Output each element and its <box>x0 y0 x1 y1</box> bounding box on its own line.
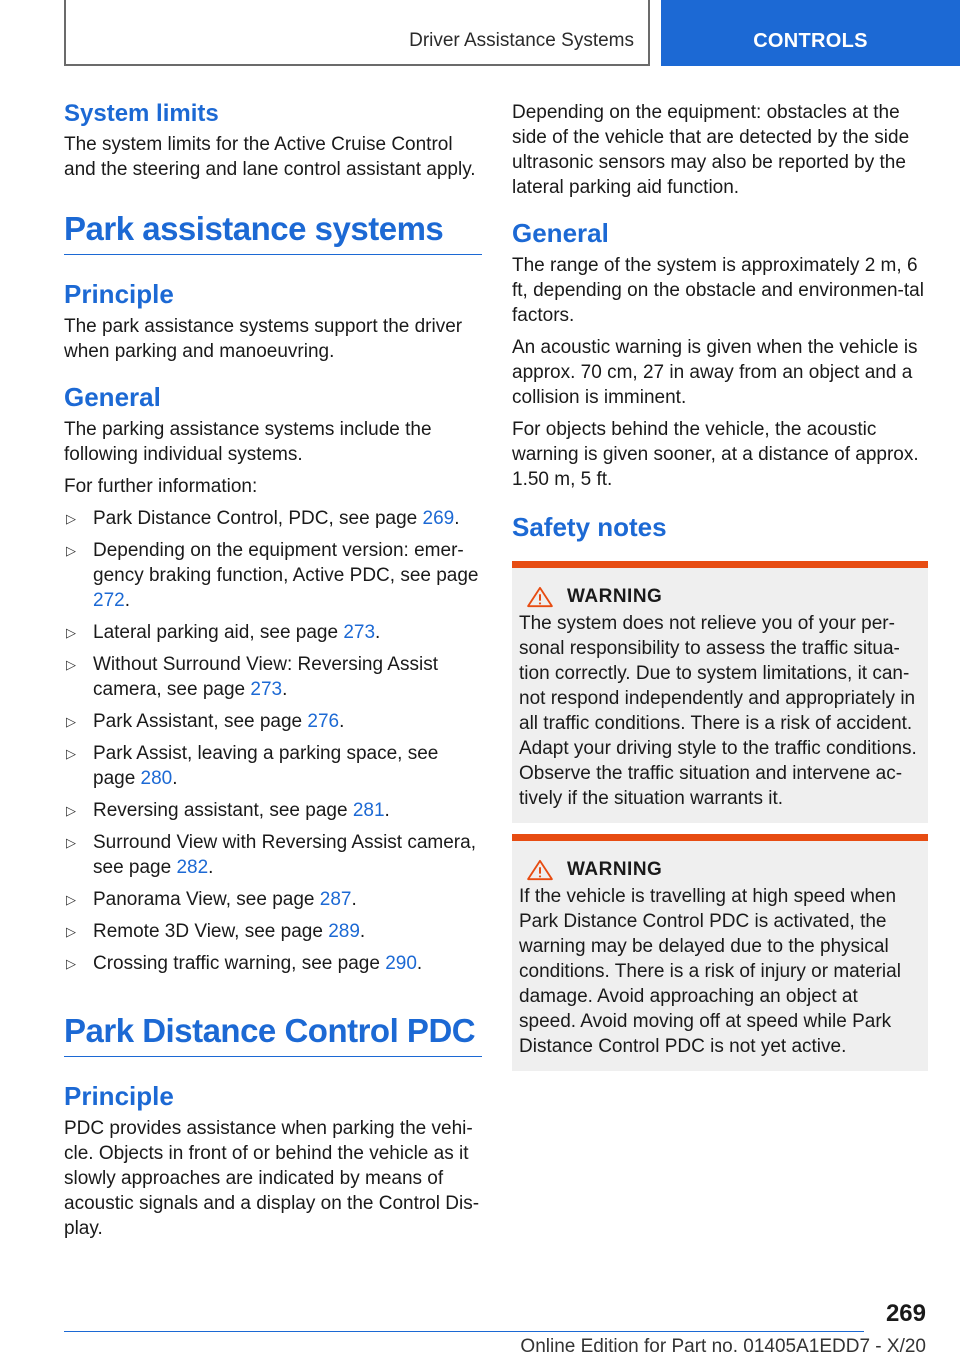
page-link[interactable]: 273 <box>343 622 376 643</box>
acoustic-warning-text: An acoustic warning is given when the vehicle is approx. 70 cm, 27 in away from an object and a collision is imminent. <box>512 337 918 408</box>
warning-text: If the vehicle is travelling at high speed when Park Distance Control PDC is activated, the warning may be delayed due to the physical conditions. There is a risk of injury or material damage. Avoid approaching an object at speed. Avoid moving off at speed while Park Distance Control PDC is not yet active. <box>519 886 901 1057</box>
triangle-bullet-icon: ▷ <box>66 625 76 640</box>
triangle-bullet-icon: ▷ <box>66 714 76 729</box>
page-number: 269 <box>885 1300 926 1327</box>
right-column <box>512 100 928 1071</box>
pas-general-text: The parking assistance systems include the following individual systems. <box>64 419 432 465</box>
page-link[interactable]: 272 <box>93 590 125 611</box>
warning-box <box>512 834 928 1071</box>
page-link[interactable]: 276 <box>307 711 340 732</box>
page-link[interactable]: 273 <box>250 679 283 700</box>
triangle-bullet-icon: ▷ <box>66 892 76 907</box>
triangle-bullet-icon: ▷ <box>66 657 76 672</box>
list-item: ▷ Depending on the equipment version: emer-gency braking function, Active PDC, see page 272. <box>66 540 479 611</box>
footer-divider <box>64 1331 864 1332</box>
pas-principle-heading: Principle <box>64 279 174 309</box>
warning-triangle-icon <box>525 586 555 608</box>
page-link[interactable]: 281 <box>352 800 385 821</box>
header-section-box <box>64 0 650 66</box>
list-item: ▷ Remote 3D View, see page 289. <box>66 921 366 942</box>
list-item: ▷ Park Assistant, see page 276. <box>66 711 345 732</box>
page-link[interactable]: 287 <box>319 889 352 910</box>
triangle-bullet-icon: ▷ <box>66 543 76 558</box>
safety-notes-heading: Safety notes <box>512 512 667 542</box>
header-section-title: Driver Assistance Systems <box>409 30 634 51</box>
triangle-bullet-icon: ▷ <box>66 803 76 818</box>
list-item: ▷ Lateral parking aid, see page 273. <box>66 622 381 643</box>
triangle-bullet-icon: ▷ <box>66 746 76 761</box>
left-column <box>64 100 482 1248</box>
warning-triangle-icon <box>525 859 555 881</box>
pdc-general-heading: General <box>512 218 609 248</box>
list-item: ▷ Park Assist, leaving a parking space, see page 280. <box>66 743 439 789</box>
pas-further-info: For further information: <box>64 476 258 497</box>
triangle-bullet-icon: ▷ <box>66 835 76 850</box>
range-text: The range of the system is approximately 2 m, 6 ft, depending on the obstacle and environmen-tal factors. <box>512 255 924 326</box>
triangle-bullet-icon: ▷ <box>66 924 76 939</box>
list-item: ▷ Surround View with Reversing Assist camera, see page 282. <box>66 832 476 878</box>
warning-box <box>512 561 928 823</box>
warning-label: WARNING <box>567 586 663 607</box>
header-chapter-tab <box>661 0 960 66</box>
pdc-heading: Park Distance Control PDC <box>64 1012 482 1057</box>
page-link[interactable]: 269 <box>422 508 455 529</box>
page-link[interactable]: 290 <box>385 953 417 974</box>
pas-principle-text: The park assistance systems support the driver when parking and manoeuvring. <box>64 316 463 362</box>
edition-info: Online Edition for Part no. 01405A1EDD7 - X/20 <box>520 1336 926 1357</box>
pdc-principle-text: PDC provides assistance when parking the vehi-cle. Objects in front of or behind the vehicle as it slowly approaches are indicated by means of acoustic signals and a display on the Control Dis-play. <box>64 1118 480 1239</box>
warning-text: The system does not relieve you of your per-sonal responsibility to assess the traffic situa-tion correctly. Due to system limitations, it can-not respond independently and appropriately in all traffic conditions. There is a risk of accident. Adapt your driving style to the traffic conditions. Observe the traffic situation and intervene ac-tively if the situation warrants it. <box>519 613 917 809</box>
park-assistance-heading: Park assistance systems <box>64 210 482 255</box>
page-link[interactable]: 282 <box>176 857 209 878</box>
triangle-bullet-icon: ▷ <box>66 511 76 526</box>
triangle-bullet-icon: ▷ <box>66 956 76 971</box>
rear-warning-text: For objects behind the vehicle, the acoustic warning is given sooner, at a distance of approx. 1.50 m, 5 ft. <box>512 419 919 490</box>
lateral-aid-text: Depending on the equipment: obstacles at the side of the vehicle that are detected by the side ultrasonic sensors may also be reported by the lateral parking aid function. <box>512 102 910 198</box>
page-link[interactable]: 289 <box>328 921 360 942</box>
warning-label: WARNING <box>567 859 663 880</box>
system-limits-text: The system limits for the Active Cruise Control and the steering and lane control assistant apply. <box>64 134 476 180</box>
list-item: ▷ Without Surround View: Reversing Assist camera, see page 273. <box>66 654 438 700</box>
list-item: ▷ Reversing assistant, see page 281. <box>66 800 390 821</box>
page-link[interactable]: 280 <box>140 768 173 789</box>
list-item: ▷ Park Distance Control, PDC, see page 269. <box>66 508 460 529</box>
system-list <box>64 506 482 976</box>
list-item: ▷ Panorama View, see page 287. <box>66 889 357 910</box>
header-chapter-title: CONTROLS <box>753 30 868 52</box>
system-limits-heading: System limits <box>64 100 219 127</box>
pas-general-heading: General <box>64 382 161 412</box>
list-item: ▷ Crossing traffic warning, see page 290. <box>66 953 423 974</box>
pdc-principle-heading: Principle <box>64 1081 174 1111</box>
